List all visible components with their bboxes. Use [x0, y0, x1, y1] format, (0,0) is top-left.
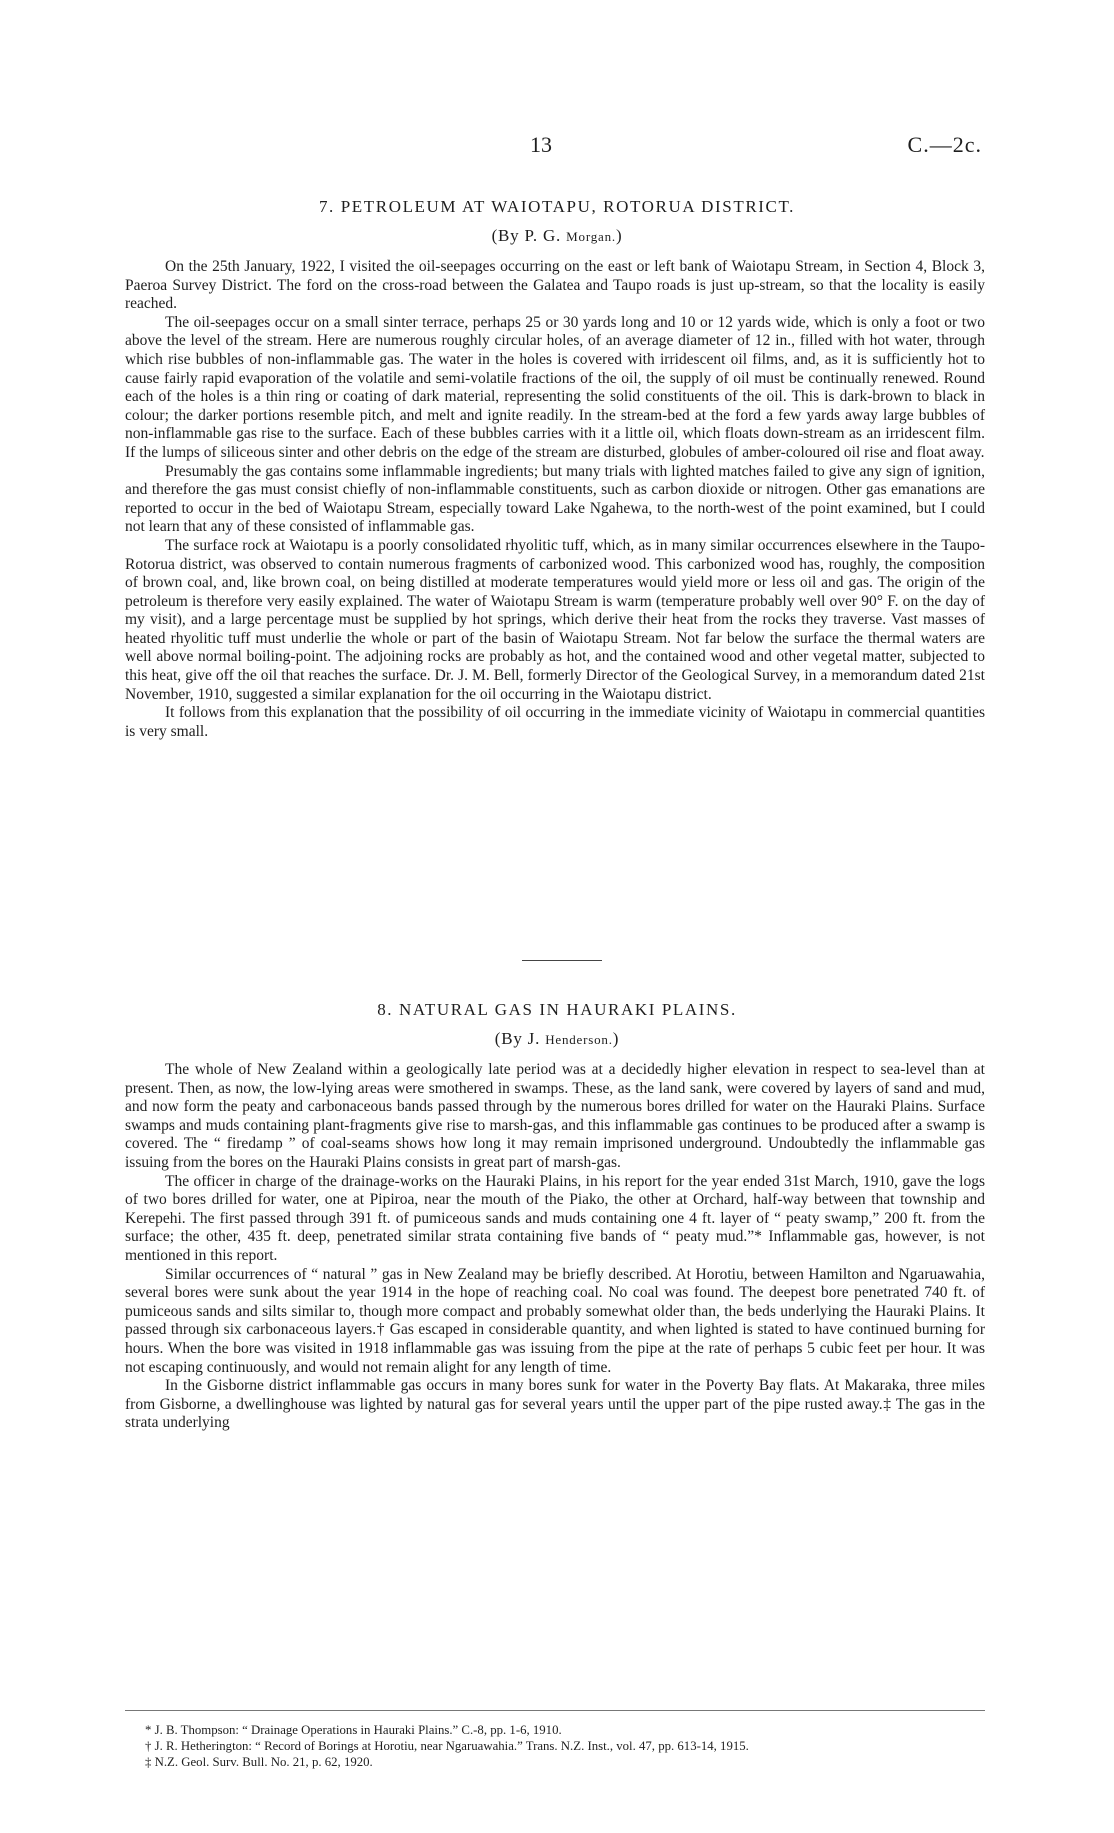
author-name: Morgan. — [566, 229, 616, 244]
section-8-body — [125, 1061, 985, 1433]
byline-prefix: (By J. — [494, 1029, 546, 1048]
author-name: Henderson. — [545, 1032, 613, 1047]
paragraph: Presumably the gas contains some inflammable ingredients; but many trials with lighted matches failed to give any sign of ignition, and therefore the gas must consist chiefly of non-inflammable constituents, such as carbon dioxide or nitrogen. Other gas emanations are reported to occur in the bed of Waiotapu Stream, especially toward Lake Ngahewa, to the north-west of the point examined, but I could not learn that any of these consisted of inflammable gas. — [125, 462, 985, 536]
footnote: * J. B. Thompson: “ Drainage Operations in Hauraki Plains.” C.-8, pp. 1-6, 1910. — [145, 1723, 562, 1737]
paragraph: The surface rock at Waiotapu is a poorly consolidated rhyolitic tuff, which, as in many similar occurrences elsewhere in the Taupo-Rotorua district, was observed to contain numerous fragments of carbonized wood. This carbonized wood has, roughly, the composition of brown coal, and, like brown coal, on being distilled at moderate temperatures would yield more or less oil and gas. The origin of the petroleum is therefore very easily explained. The water of Waiotapu Stream is warm (temperature probably well over 90° F. on the day of my visit), and a large percentage must be supplied by hot springs, which derive their heat from the rocks they traverse. Vast masses of heated rhyolitic tuff must underlie the whole or part of the basin of Waiotapu Stream. Not far below the surface the thermal waters are well above normal boiling-point. The adjoining rocks are probably as hot, and the contained wood and other vegetal matter, subjected to this heat, give off the oil that reaches the surface. Dr. J. M. Bell, formerly Director of the Geological Survey, in a memorandum dated 21st November, 1910, suggested a similar explanation for the oil occurring in the Waiotapu district. — [125, 536, 985, 703]
paragraph: It follows from this explanation that the possibility of oil occurring in the immediate vicinity of Waiotapu in commercial quantities is very small. — [125, 704, 985, 740]
footnotes — [125, 1722, 985, 1770]
footnote: ‡ N.Z. Geol. Surv. Bull. No. 21, p. 62, 1920. — [145, 1755, 373, 1769]
byline-prefix: (By P. G. — [491, 226, 567, 245]
paragraph: The officer in charge of the drainage-works on the Hauraki Plains, in his report for the year ended 31st March, 1910, gave the logs of two bores drilled for water, one at Pipiroa, near the mouth of the Piako, the other at Orchard, half-way between that township and Kerepehi. The first passed through 391 ft. of pumiceous sands and muds containing one 4 ft. layer of “ peaty swamp,” 200 ft. from the surface; the other, 435 ft. deep, penetrated similar strata containing five bands of “ peaty mud.”* Inflammable gas, however, is not mentioned in this report. — [125, 1172, 985, 1264]
paragraph: The oil-seepages occur on a small sinter terrace, perhaps 25 or 30 yards long and 10 or 12 yards wide, which is only a foot or two above the level of the stream. Here are numerous roughly circular holes, of an average diameter of 12 in., filled with hot water, through which rise bubbles of non-inflammable gas. The water in the holes is covered with irridescent oil films, and, as it is sufficiently hot to cause fairly rapid evaporation of the volatile and semi-volatile fractions of the oil, the supply of oil must be continually renewed. Round each of the holes is a thin ring or coating of dark material, representing the solid constituents of the oil. This is dark-brown to black in colour; the darker portions resemble pitch, and melt and ignite readily. In the stream-bed at the ford a few yards away large bubbles of non-inflammable gas rise to the surface. Each of these bubbles carries with it a little oil, which floats down-stream as an irridescent film. If the lumps of siliceous sinter and other debris on the edge of the stream are disturbed, globules of amber-coloured oil rise and float away. — [125, 313, 985, 461]
section-7-byline — [0, 226, 1114, 246]
footnote: † J. R. Hetherington: “ Record of Borings at Horotiu, near Ngaruawahia.” Trans. N.Z. Inst., vol. 47, pp. 613-14, 1915. — [145, 1739, 749, 1753]
page-number: 13 — [530, 132, 552, 157]
paragraph: Similar occurrences of “ natural ” gas in New Zealand may be briefly described. At Horotiu, between Hamilton and Ngaruawahia, several bores were sunk about the year 1914 in the hope of reaching coal. No coal was found. The deepest bore penetrated 740 ft. of pumiceous sands and silts similar to, though more compact and probably somewhat older than, the beds underlying the Hauraki Plains. It passed through six carbonaceous layers.† Gas escaped in considerable quantity, and when lighted is stated to have continued burning for hours. When the bore was visited in 1918 inflammable gas was issuing from the pipe at the rate of perhaps 5 cubic feet per hour. It was not escaping continuously, and would not remain alight for any length of time. — [125, 1265, 985, 1376]
paragraph: On the 25th January, 1922, I visited the oil-seepages occurring on the east or left bank of Waiotapu Stream, in Section 4, Block 3, Paeroa Survey District. The ford on the cross-road between the Galatea and Taupo roads is just up-stream, so that the locality is easily reached. — [125, 258, 985, 313]
page-header — [0, 132, 1114, 162]
footnote-divider — [125, 1710, 985, 1711]
section-7-title: 7. PETROLEUM AT WAIOTAPU, ROTORUA DISTRICT. — [318, 197, 796, 216]
byline-suffix: ) — [615, 226, 623, 245]
section-8-byline — [0, 1029, 1114, 1049]
paragraph: In the Gisborne district inflammable gas occurs in many bores sunk for water in the Poverty Bay flats. At Makaraka, three miles from Gisborne, a dwellinghouse was lighted by natural gas for several years until the upper part of the pipe rusted away.‡ The gas in the strata underlying — [125, 1377, 985, 1432]
paragraph: The whole of New Zealand within a geologically late period was at a decidedly higher elevation in respect to sea-level than at present. Then, as now, the low-lying areas were smothered in swamps. These, as the land sank, were covered by layers of sand and mud, and now form the peaty and carbonaceous bands passed through by the numerous bores drilled for water on the Hauraki Plains. Surface swamps and muds containing plant-fragments give rise to marsh-gas, and this inflammable gas continues to be produced after a swamp is covered. The “ firedamp ” of coal-seams shows how long it may remain imprisoned underground. Undoubtedly the inflammable gas issuing from the bores on the Hauraki Plains consists in great part of marsh-gas. — [125, 1061, 985, 1171]
section-8-title: 8. NATURAL GAS IN HAURAKI PLAINS. — [377, 1000, 737, 1019]
section-divider — [522, 960, 602, 961]
document-code: C.—2c. — [907, 132, 982, 157]
byline-suffix: ) — [612, 1029, 620, 1048]
section-7-body — [125, 258, 985, 741]
